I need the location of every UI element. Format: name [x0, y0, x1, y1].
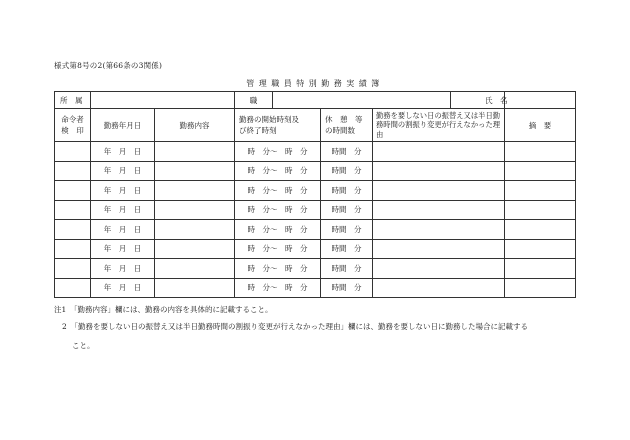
- date-cell[interactable]: [91, 142, 155, 162]
- remarks-cell[interactable]: [505, 142, 576, 162]
- position-label-cell: [235, 92, 273, 109]
- hours-value: 時間 分: [331, 205, 362, 215]
- affiliation-label: 所 属: [60, 95, 83, 105]
- remarks-cell[interactable]: [505, 181, 576, 201]
- orderer-header: [55, 109, 91, 142]
- date-value: 年 月 日: [103, 146, 142, 156]
- remarks-cell[interactable]: [505, 278, 576, 298]
- remarks-cell[interactable]: [505, 161, 576, 181]
- break-header-line1: 休 憩 等: [325, 114, 363, 124]
- reason-cell[interactable]: [373, 181, 505, 201]
- content-cell[interactable]: [155, 259, 235, 279]
- reason-cell[interactable]: [373, 161, 505, 181]
- date-header-label: 勤務年月日: [103, 120, 142, 130]
- time-cell[interactable]: [235, 200, 321, 220]
- table-row: [55, 278, 576, 298]
- date-cell[interactable]: [91, 239, 155, 259]
- content-cell[interactable]: [155, 239, 235, 259]
- date-cell[interactable]: [91, 181, 155, 201]
- orderer-stamp-cell[interactable]: [55, 200, 91, 220]
- orderer-header-line2: 検 印: [61, 126, 84, 135]
- time-value: 時 分〜 時 分: [247, 166, 308, 176]
- remarks-header: [505, 109, 576, 142]
- reason-header-label: 勤務を要しない日の振替え又は半日勤務時間の割振り変更が行えなかった理由: [376, 111, 501, 139]
- time-value: 時 分〜 時 分: [247, 283, 308, 293]
- date-value: 年 月 日: [103, 185, 142, 195]
- table-row: [55, 220, 576, 240]
- time-cell[interactable]: [235, 239, 321, 259]
- time-value: 時 分〜 時 分: [247, 263, 308, 273]
- affiliation-field[interactable]: [91, 92, 235, 109]
- form-reference: 様式第8号の2(第66条の3関係): [54, 61, 163, 70]
- break-header: [321, 109, 373, 142]
- time-value: 時 分〜 時 分: [247, 224, 308, 234]
- date-value: 年 月 日: [103, 244, 142, 254]
- orderer-stamp-cell[interactable]: [55, 220, 91, 240]
- date-cell[interactable]: [91, 278, 155, 298]
- hours-value: 時間 分: [331, 146, 362, 156]
- content-cell[interactable]: [155, 142, 235, 162]
- time-value: 時 分〜 時 分: [247, 244, 308, 254]
- date-cell[interactable]: [91, 200, 155, 220]
- note-2: 2 「勤務を要しない日の振替え又は半日勤務時間の割振り変更が行えなかった理由」欄には、勤務を要しない日に勤務した場合に記載する: [62, 322, 529, 331]
- break-cell[interactable]: [321, 200, 373, 220]
- hours-value: 時間 分: [331, 244, 362, 254]
- date-cell[interactable]: [91, 259, 155, 279]
- orderer-stamp-cell[interactable]: [55, 181, 91, 201]
- table-row: [55, 259, 576, 279]
- content-cell[interactable]: [155, 161, 235, 181]
- hours-value: 時間 分: [331, 185, 362, 195]
- header-info-row: [55, 92, 576, 109]
- date-value: 年 月 日: [103, 283, 142, 293]
- remarks-cell[interactable]: [505, 239, 576, 259]
- table-row: [55, 142, 576, 162]
- date-cell[interactable]: [91, 161, 155, 181]
- date-value: 年 月 日: [103, 205, 142, 215]
- time-value: 時 分〜 時 分: [247, 146, 308, 156]
- remarks-header-label: 摘 要: [528, 120, 552, 130]
- note-1: 注1 「勤務内容」欄には、勤務の内容を具体的に記載すること。: [54, 305, 273, 314]
- break-cell[interactable]: [321, 239, 373, 259]
- break-cell[interactable]: [321, 181, 373, 201]
- break-cell[interactable]: [321, 220, 373, 240]
- content-header: [155, 109, 235, 142]
- break-cell[interactable]: [321, 142, 373, 162]
- table-row: [55, 181, 576, 201]
- reason-cell[interactable]: [373, 278, 505, 298]
- date-value: 年 月 日: [103, 166, 142, 176]
- date-cell[interactable]: [91, 220, 155, 240]
- content-header-label: 勤務内容: [179, 120, 210, 130]
- reason-cell[interactable]: [373, 220, 505, 240]
- content-cell[interactable]: [155, 278, 235, 298]
- time-value: 時 分〜 時 分: [247, 185, 308, 195]
- remarks-cell[interactable]: [505, 259, 576, 279]
- hours-value: 時間 分: [331, 166, 362, 176]
- work-record-table: [54, 91, 576, 298]
- hours-value: 時間 分: [331, 224, 362, 234]
- table-row: [55, 200, 576, 220]
- position-field[interactable]: [273, 92, 451, 109]
- note-2-continuation: こと。: [72, 341, 95, 350]
- column-header-row: [55, 109, 576, 142]
- time-cell[interactable]: [235, 259, 321, 279]
- hours-value: 時間 分: [331, 263, 362, 273]
- name-label-cell: [451, 92, 508, 109]
- reason-header: [373, 109, 505, 142]
- date-value: 年 月 日: [103, 224, 142, 234]
- content-cell[interactable]: [155, 200, 235, 220]
- content-cell[interactable]: [155, 181, 235, 201]
- name-label: 氏 名: [485, 95, 508, 105]
- orderer-stamp-cell[interactable]: [55, 142, 91, 162]
- break-cell[interactable]: [321, 278, 373, 298]
- orderer-stamp-cell[interactable]: [55, 161, 91, 181]
- name-field[interactable]: [505, 92, 576, 109]
- time-header-line2: び終了時刻: [239, 126, 277, 135]
- time-cell[interactable]: [235, 220, 321, 240]
- break-cell[interactable]: [321, 161, 373, 181]
- remarks-cell[interactable]: [505, 200, 576, 220]
- reason-cell[interactable]: [373, 239, 505, 259]
- table-row: [55, 239, 576, 259]
- time-cell[interactable]: [235, 161, 321, 181]
- break-cell[interactable]: [321, 259, 373, 279]
- table-row: [55, 161, 576, 181]
- orderer-stamp-cell[interactable]: [55, 278, 91, 298]
- remarks-cell[interactable]: [505, 220, 576, 240]
- affiliation-label-cell: [55, 92, 91, 109]
- time-header-line1: 勤務の開始時刻及: [239, 114, 299, 124]
- date-header: [91, 109, 155, 142]
- time-cell[interactable]: [235, 278, 321, 298]
- orderer-stamp-cell[interactable]: [55, 259, 91, 279]
- reason-cell[interactable]: [373, 142, 505, 162]
- time-cell[interactable]: [235, 181, 321, 201]
- orderer-stamp-cell[interactable]: [55, 239, 91, 259]
- time-value: 時 分〜 時 分: [247, 205, 308, 215]
- reason-cell[interactable]: [373, 200, 505, 220]
- time-cell[interactable]: [235, 142, 321, 162]
- reason-cell[interactable]: [373, 259, 505, 279]
- time-header: [235, 109, 321, 142]
- hours-value: 時間 分: [331, 283, 362, 293]
- orderer-header-line1: 命令者: [61, 114, 84, 124]
- page-title: 管理職員特別勤務実績簿: [246, 79, 384, 88]
- content-cell[interactable]: [155, 220, 235, 240]
- position-label: 職: [249, 95, 258, 105]
- date-value: 年 月 日: [103, 263, 142, 273]
- break-header-line2: の時間数: [325, 126, 355, 135]
